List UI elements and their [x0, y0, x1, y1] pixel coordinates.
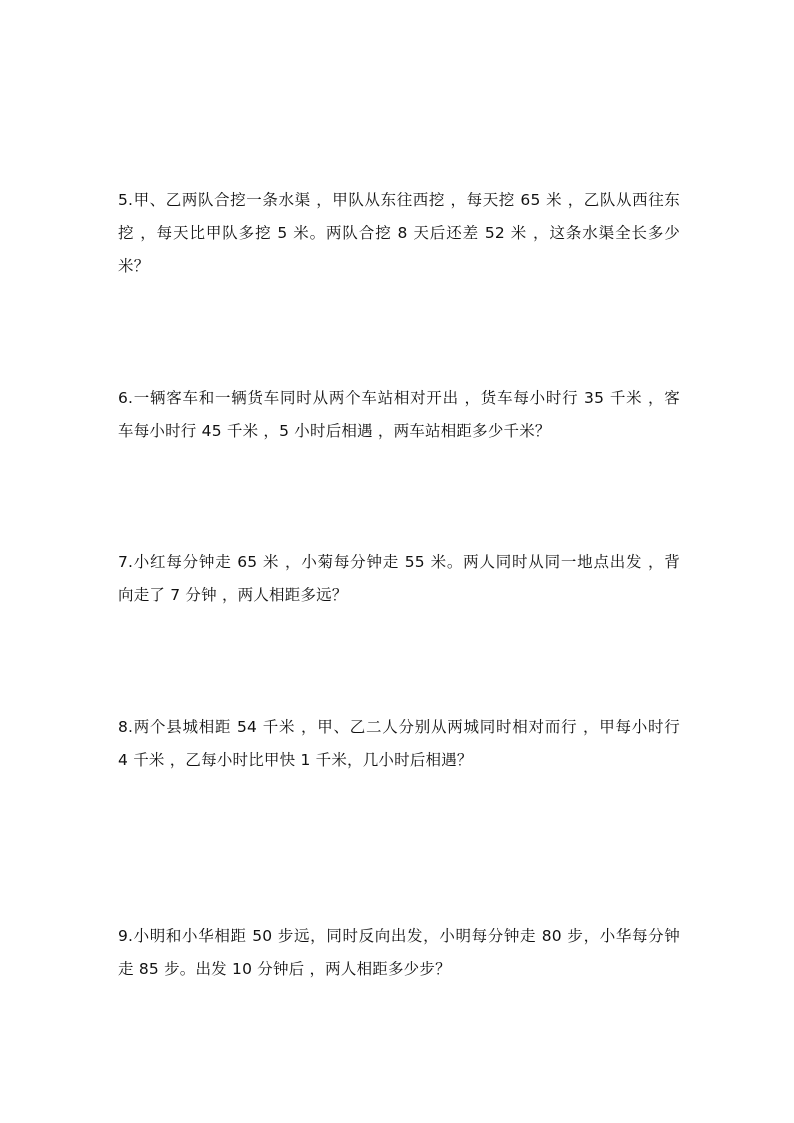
problem-7	[118, 546, 680, 612]
problem-8	[118, 711, 680, 777]
problem-9-line-1: 9.小明和小华相距 50 步远，同时反向出发，小明每分钟走 80 步，小华每分钟	[118, 927, 680, 945]
problem-7-line-2: 向走了 7 分钟 ，两人相距多远？	[118, 586, 348, 604]
problem-6-line-1: 6.一辆客车和一辆货车同时从两个车站相对开出 ，货车每小时行 35 千米 ，客	[118, 389, 680, 407]
problem-5-line-3: 米？	[118, 257, 150, 275]
problem-6	[118, 382, 680, 448]
problem-5-line-1: 5.甲、乙两队合挖一条水渠 ，甲队从东往西挖 ，每天挖 65 米 ，乙队从西往东	[118, 191, 680, 209]
problem-7-line-1: 7.小红每分钟走 65 米 ，小菊每分钟走 55 米。两人同时从同一地点出发 ，背	[118, 553, 680, 571]
problem-5	[118, 184, 680, 283]
problem-6-line-2: 车每小时行 45 千米 ，5 小时后相遇 ，两车站相距多少千米？	[118, 422, 551, 440]
problem-9-line-2: 走 85 步。出发 10 分钟后 ，两人相距多少步？	[118, 960, 451, 978]
problem-5-line-2: 挖 ，每天比甲队多挖 5 米。两队合挖 8 天后还差 52 米 ，这条水渠全长多少	[118, 224, 680, 242]
problem-8-line-1: 8.两个县城相距 54 千米 ，甲、乙二人分别从两城同时相对而行 ，甲每小时行	[118, 718, 680, 736]
problem-8-line-2: 4 千米 ，乙每小时比甲快 1 千米，几小时后相遇？	[118, 751, 473, 769]
problem-9	[118, 920, 680, 986]
